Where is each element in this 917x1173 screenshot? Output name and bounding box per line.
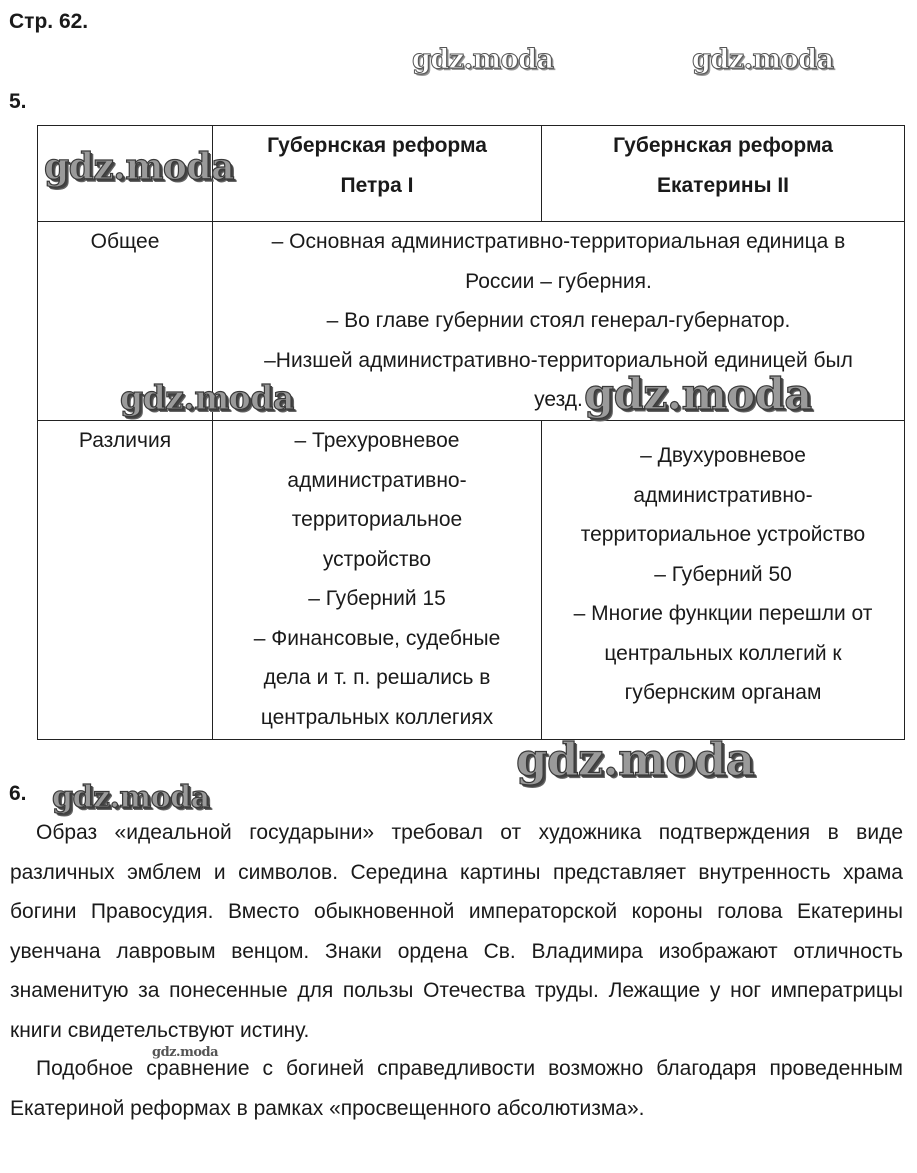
watermark: gdz.moda bbox=[52, 780, 210, 815]
catherine-diff-line: – Многие функции перешли от bbox=[573, 602, 873, 625]
task-6-paragraph-1: Образ «идеальной государыни» требовал от художника подтверждения в виде различных эмблем и символов. Середина картины представляет внутренность храма богини Правосудия. Вместо обыкновенной императорской короны голова Екатерины увенчана лавровым венцом. Знаки ордена Св. Владимира изображают отличность знаменитую за понесенные для пользы Отечества труды. Лежащие у ног императрицы книги свидетельствуют истину. bbox=[10, 821, 903, 1042]
differences-peter-cell bbox=[213, 421, 542, 740]
common-line: – Во главе губернии стоял генерал-губернатор. bbox=[326, 309, 791, 332]
peter-diff-line: административно- bbox=[287, 468, 467, 492]
header-catherine-line2: Екатерины II bbox=[656, 174, 790, 197]
peter-diff-line: – Финансовые, судебные bbox=[253, 626, 501, 650]
header-peter-reform bbox=[213, 126, 542, 222]
catherine-diff-line: – Губерний 50 bbox=[654, 562, 792, 586]
common-line: России – губерния. bbox=[465, 269, 652, 293]
common-line: –Низшей административно-территориальной единицей был bbox=[264, 348, 853, 372]
peter-diff-line: территориальное bbox=[291, 508, 463, 531]
catherine-diff-line: административно- bbox=[633, 483, 813, 507]
peter-diff-line: – Трехуровневое bbox=[294, 429, 460, 452]
row-label-common: Общее bbox=[38, 222, 213, 421]
watermark: gdz.moda bbox=[152, 1045, 219, 1060]
reform-comparison-table bbox=[37, 125, 905, 740]
peter-diff-line: устройство bbox=[322, 547, 432, 571]
common-line: – Основная административно-территориальная единица в bbox=[271, 230, 846, 253]
header-peter-line1: Губернская реформа bbox=[267, 134, 487, 157]
peter-diff-line: центральных коллегиях bbox=[260, 705, 494, 729]
header-catherine-reform bbox=[542, 126, 905, 222]
watermark: gdz.moda bbox=[692, 44, 834, 75]
watermark: gdz.moda bbox=[412, 44, 554, 75]
watermark: gdz.moda bbox=[44, 146, 234, 188]
row-label-differences: Различия bbox=[38, 421, 213, 740]
peter-diff-line: – Губерний 15 bbox=[308, 587, 446, 610]
task-6-number: 6. bbox=[9, 782, 27, 805]
task-5-number: 5. bbox=[9, 90, 27, 113]
header-catherine-line1: Губернская реформа bbox=[613, 134, 833, 157]
catherine-diff-line: – Двухуровневое bbox=[640, 444, 806, 467]
common-line: уезд. bbox=[534, 388, 583, 411]
table-row-differences bbox=[38, 421, 905, 740]
catherine-diff-line: губернским органам bbox=[624, 681, 822, 704]
peter-diff-line: дела и т. п. решались в bbox=[263, 666, 491, 689]
watermark: gdz.moda bbox=[120, 378, 294, 417]
catherine-diff-line: центральных коллегий к bbox=[604, 641, 842, 665]
header-peter-line2: Петра I bbox=[340, 174, 414, 197]
catherine-diff-line: территориальное устройство bbox=[580, 523, 866, 546]
page-reference: Стр. 62. bbox=[9, 10, 89, 33]
task-6-paragraph-2: Подобное сравнение с богиней справедливости возможно благодаря проведенным Екатериной реформах в рамках «просвещенного абсолютизма». bbox=[10, 1057, 903, 1120]
watermark: gdz.moda bbox=[516, 733, 755, 786]
watermark: gdz.moda bbox=[584, 370, 812, 420]
differences-catherine-cell bbox=[542, 421, 905, 740]
